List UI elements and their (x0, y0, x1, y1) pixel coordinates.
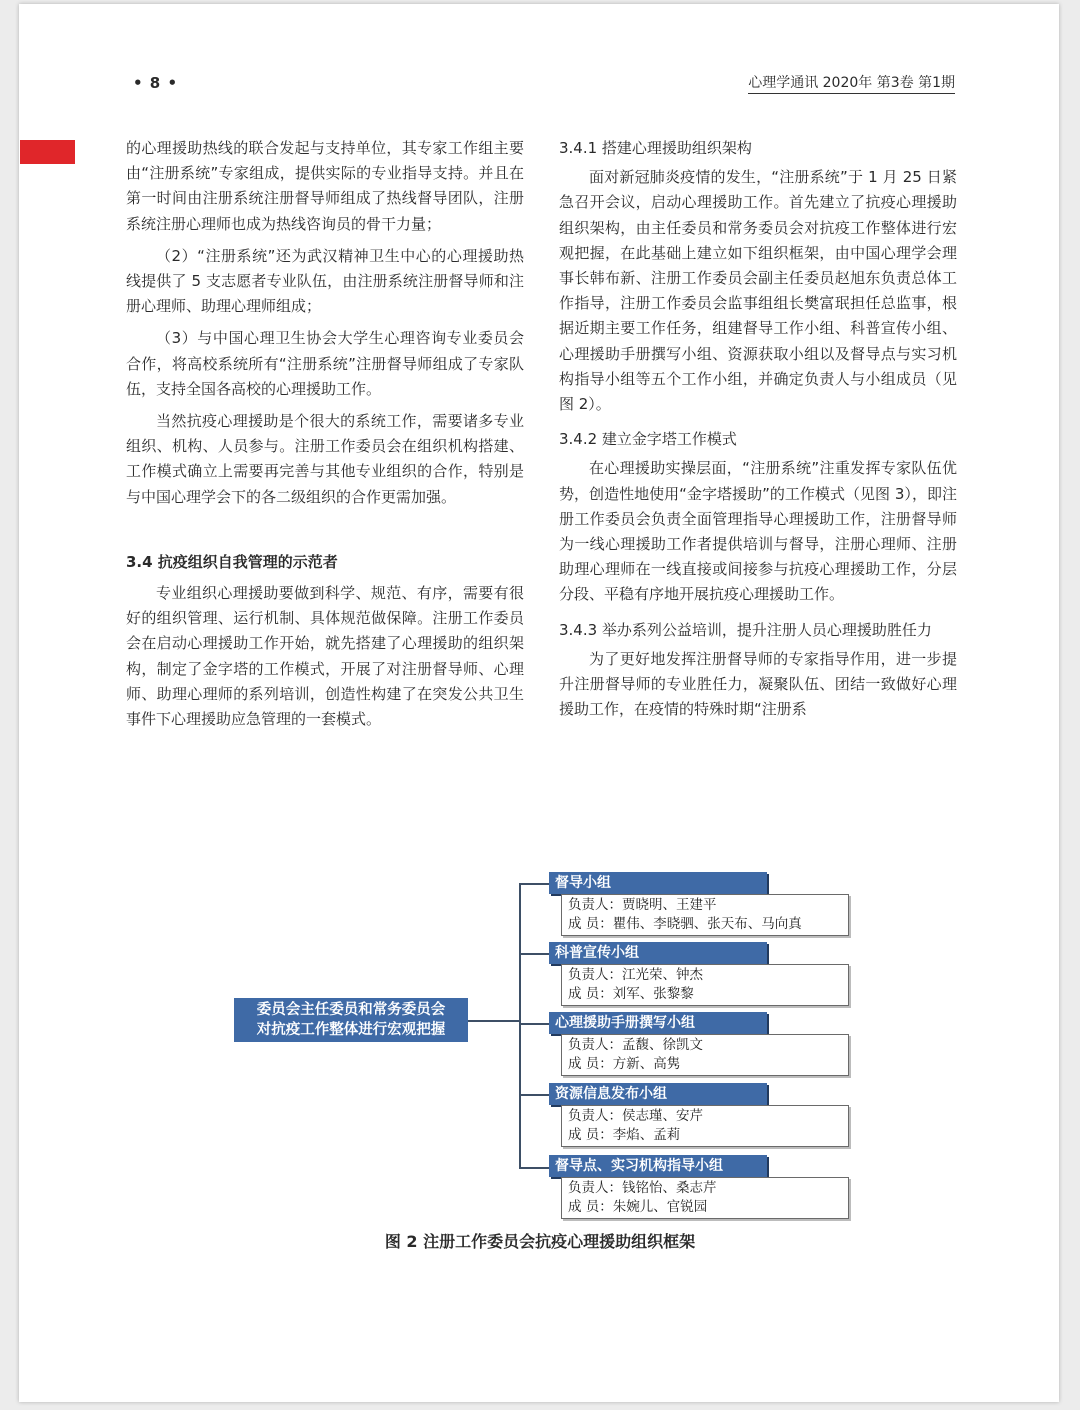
left-paragraph-1: 的心理援助热线的联合发起与支持单位，其专家工作组主要由“注册系统”专家组成，提供实际的专业指导支持。并且在第一时间由注册系统注册督导师组成了热线督导团队，注册系统注册心理师也成为热线咨询员的骨干力量； (126, 139, 524, 233)
left-paragraph-3: （3）与中国心理卫生协会大学生心理咨询专业委员会合作，将高校系统所有“注册系统”注册督导师组成了专家队伍，支持全国各高校的心理援助工作。 (126, 329, 524, 398)
group-leader: 负责人：孟馥、徐凯文 (568, 1037, 703, 1053)
group-leader: 负责人：钱铭怡、桑志芹 (568, 1180, 717, 1196)
connector-branch-5 (519, 1167, 549, 1169)
connector-branch-2 (519, 953, 549, 955)
section-heading-3-4: 3.4 抗疫组织自我管理的示范者 (126, 552, 338, 571)
group-box-outreach (561, 964, 849, 1006)
subheading-3-4-1: 3.4.1 搭建心理援助组织架构 (559, 139, 752, 157)
org-root-box (234, 998, 468, 1042)
org-root-line-2: 对抗疫工作整体进行宏观把握 (256, 1022, 446, 1038)
group-members: 成 员：朱婉儿、官锐园 (568, 1199, 708, 1215)
connector-branch-1 (519, 883, 549, 885)
left-column (126, 136, 524, 732)
subheading-3-4-3: 3.4.3 举办系列公益培训，提升注册人员心理援助胜任力 (559, 620, 932, 639)
group-header-supervision: 督导小组 (549, 872, 767, 894)
connector-branch-4 (519, 1094, 549, 1096)
group-leader: 负责人：江光荣、钟杰 (568, 967, 703, 983)
group-box-resources (561, 1105, 849, 1147)
group-members: 成 员：瞿伟、李晓驷、张天布、马向真 (568, 916, 802, 932)
left-paragraph-4: 当然抗疫心理援助是个很大的系统工作，需要诸多专业组织、机构、人员参与。注册工作委员会在组织机构搭建、工作模式确立上需要再完善与其他专业组织的合作，特别是与中国心理学会下的各二级组织的合作更需加强。 (126, 412, 524, 506)
group-header-internship: 督导点、实习机构指导小组 (549, 1155, 767, 1177)
group-box-handbook (561, 1034, 849, 1076)
group-header-handbook: 心理援助手册撰写小组 (549, 1012, 767, 1034)
right-paragraph-1: 面对新冠肺炎疫情的发生，“注册系统”于 1 月 25 日紧急召开会议，启动心理援助工作。首先建立了抗疫心理援助组织架构，由主任委员和常务委员会对抗疫工作整体进行宏观把握，在此基础上建立如下组织框架，由中国心理学会理事长韩布新、注册工作委员会副主任委员赵旭东负责总体工作指导，注册工作委员会监事组组长樊富珉担任总监事，根据近期主要工作任务，组建督导工作小组、科普宣传小组、心理援助手册撰写小组、资源获取小组以及督导点与实习机构指导小组等五个工作小组，并确定负责人与小组成员（见图 2）。 (559, 168, 957, 414)
group-leader: 负责人：侯志瑾、安芹 (568, 1108, 703, 1124)
group-members: 成 员：刘军、张黎黎 (568, 986, 694, 1002)
group-leader: 负责人：贾晓明、王建平 (568, 897, 717, 913)
right-paragraph-2: 在心理援助实操层面，“注册系统”注重发挥专家队伍优势，创造性地使用“金字塔援助”的工作模式（见图 3），即注册工作委员会负责全面管理指导心理援助工作，注册督导师为一线心理援助工作者提供培训与督导，注册心理师、注册助理心理师在一线直接或间接参与抗疫心理援助工作，分层分段、平稳有序地开展抗疫心理援助工作。 (559, 459, 957, 604)
group-header-outreach: 科普宣传小组 (549, 942, 767, 964)
connector-spine (519, 883, 521, 1169)
group-box-supervision (561, 894, 849, 936)
right-column (559, 136, 957, 722)
group-members: 成 员：方新、高隽 (568, 1056, 681, 1072)
group-header-resources: 资源信息发布小组 (549, 1083, 767, 1105)
connector-root (468, 1020, 520, 1022)
subheading-3-4-2: 3.4.2 建立金字塔工作模式 (559, 430, 737, 449)
connector-branch-3 (519, 1023, 549, 1025)
group-members: 成 员：李焰、孟莉 (568, 1127, 681, 1143)
org-root-line-1: 委员会主任委员和常务委员会 (256, 1002, 446, 1018)
red-margin-tab (20, 140, 75, 164)
left-paragraph-5: 专业组织心理援助要做到科学、规范、有序，需要有很好的组织管理、运行机制、具体规范做保障。注册工作委员会在启动心理援助工作开始，就先搭建了心理援助的组织架构，制定了金字塔的工作模式，开展了对注册督导师、心理师、助理心理师的系列培训，创造性构建了在突发公共卫生事件下心理援助应急管理的一套模式。 (126, 584, 524, 729)
figure-caption: 图 2 注册工作委员会抗疫心理援助组织框架 (384, 1232, 696, 1251)
left-paragraph-2: （2）“注册系统”还为武汉精神卫生中心的心理援助热线提供了 5 支志愿者专业队伍，由注册系统注册督导师和注册心理师、助理心理师组成； (126, 246, 524, 316)
page-number: • 8 • (133, 74, 179, 92)
group-box-internship (561, 1177, 849, 1219)
right-paragraph-3: 为了更好地发挥注册督导师的专家指导作用，进一步提升注册督导师的专业胜任力，凝聚队伍、团结一致做好心理援助工作，在疫情的特殊时期“注册系 (559, 649, 957, 719)
journal-header: 心理学通讯 2020年 第3卷 第1期 (748, 72, 955, 94)
